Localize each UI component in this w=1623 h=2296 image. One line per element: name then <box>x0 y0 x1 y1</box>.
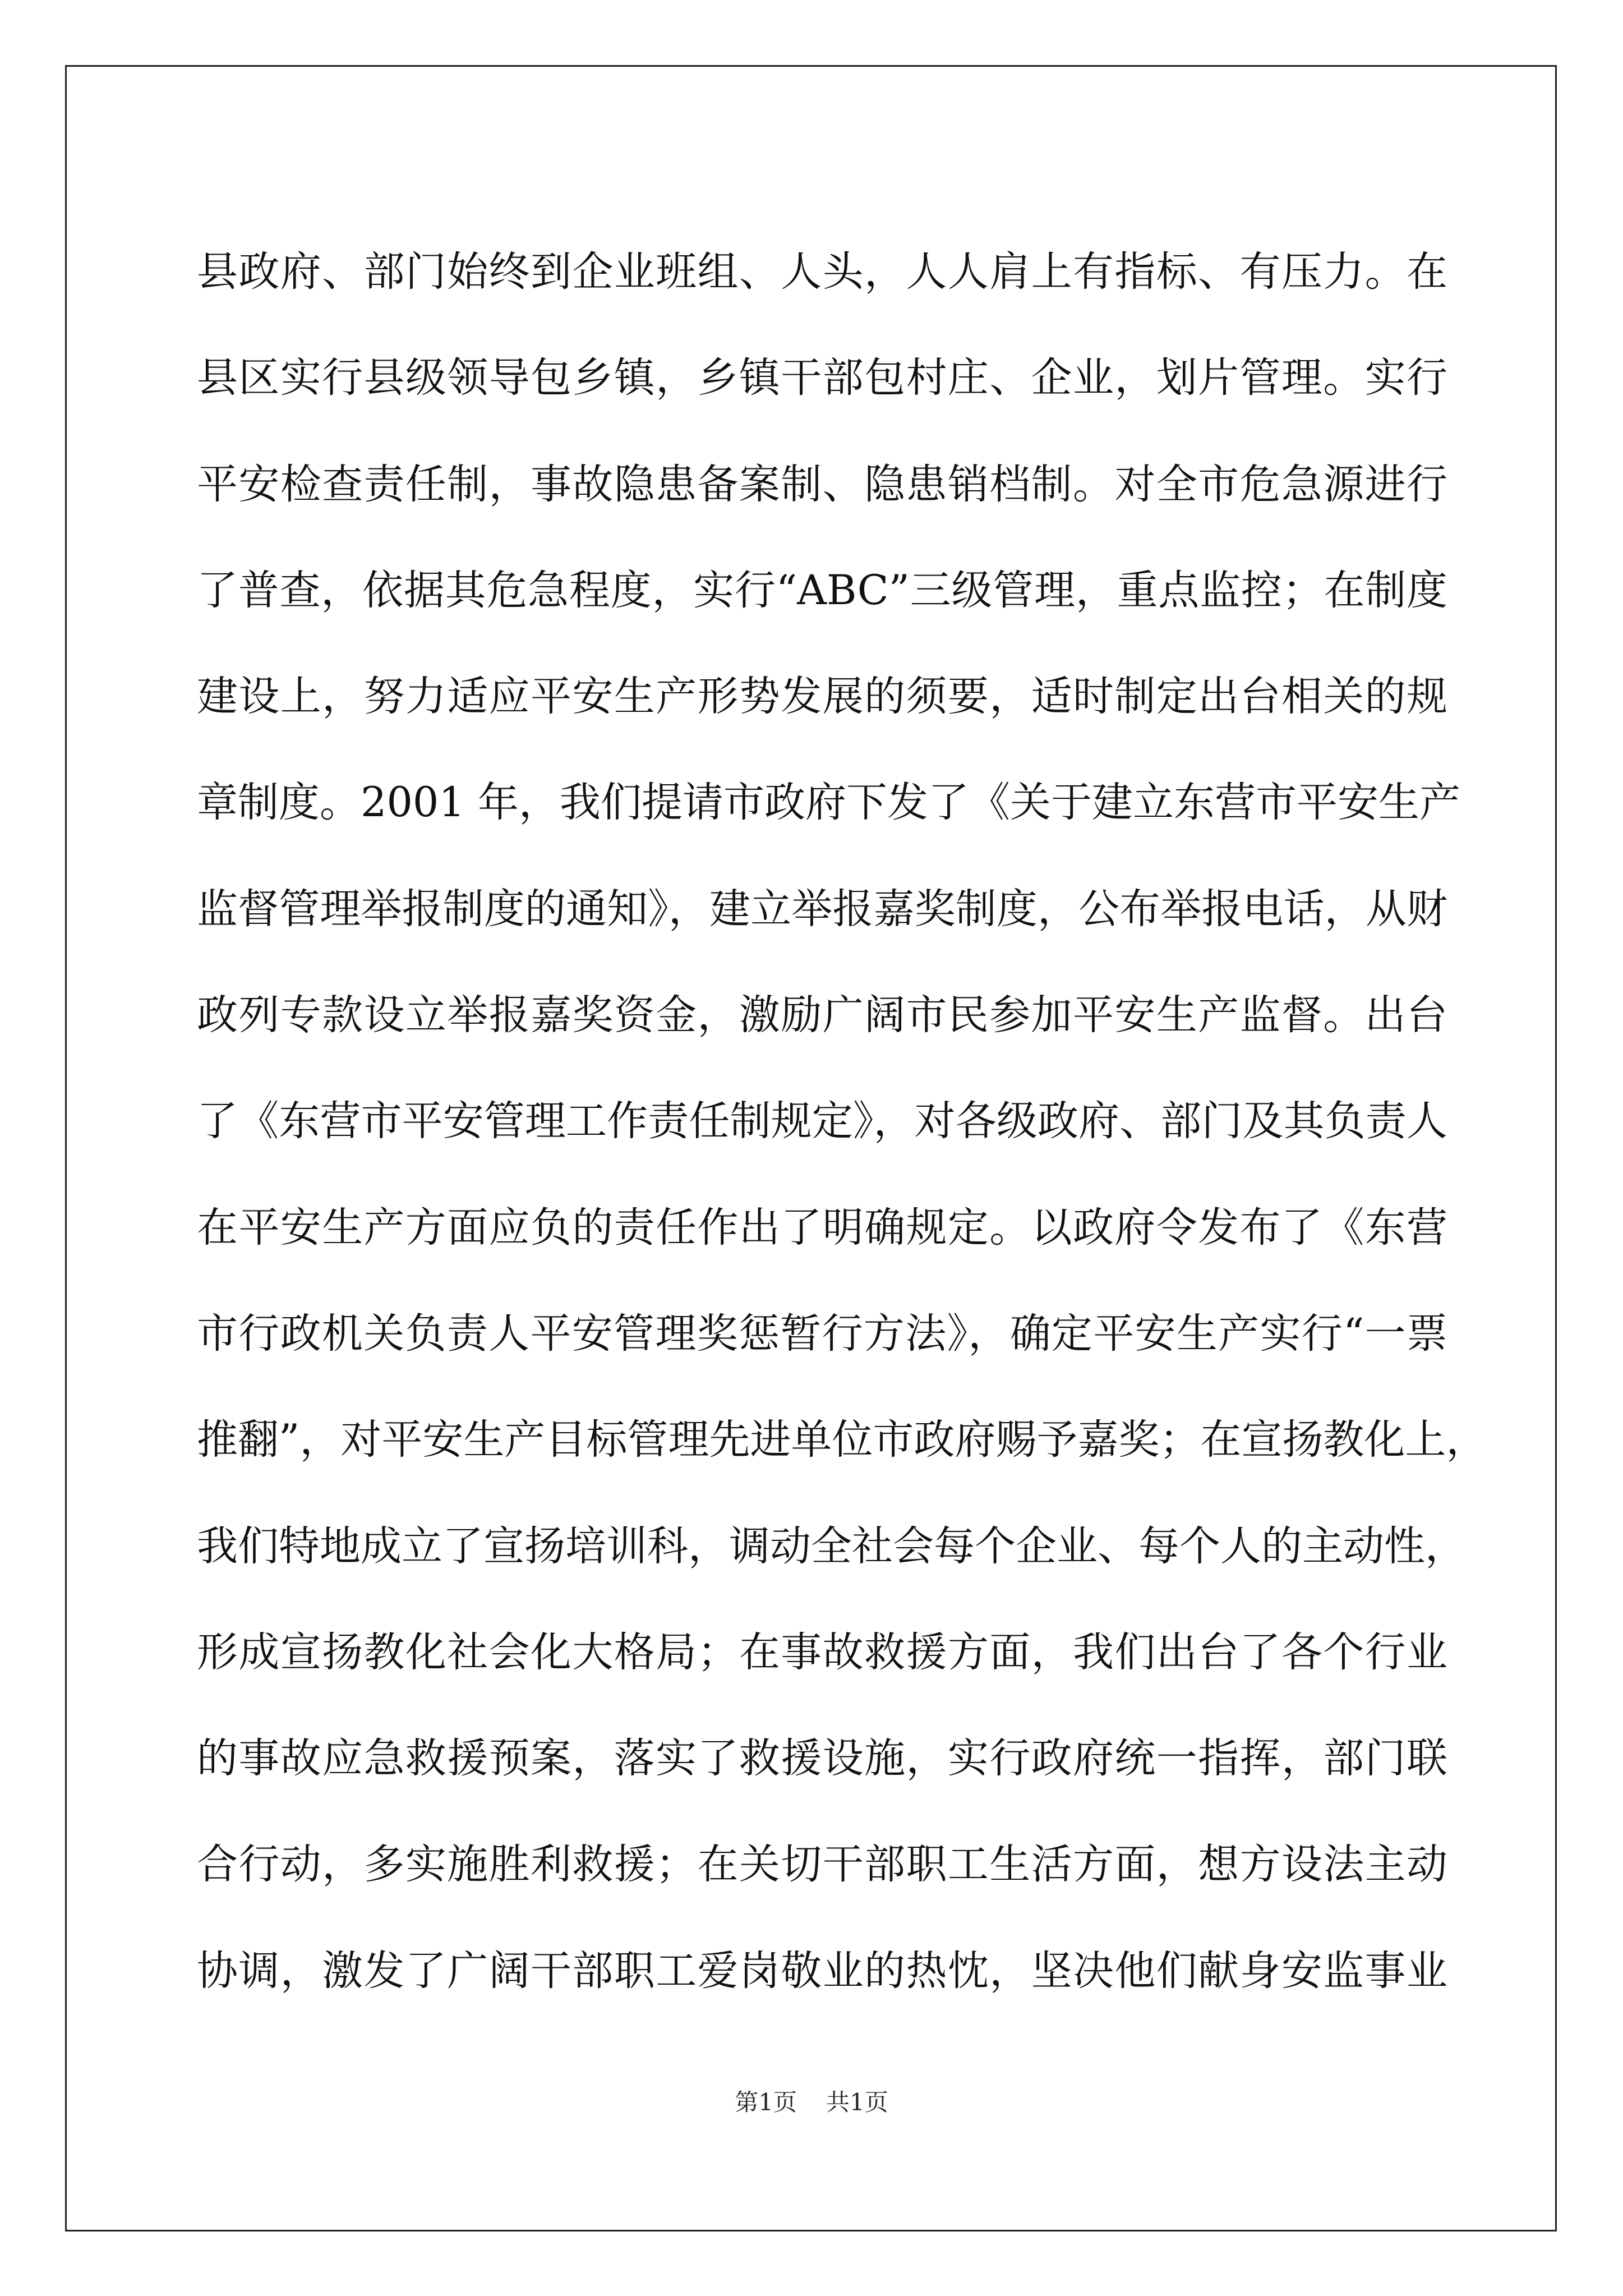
text-line: 县政府、部门始终到企业班组、人头，人人肩上有指标、有压力。在 <box>197 248 1447 296</box>
text-line: 合行动，多实施胜利救援；在关切干部职工生活方面，想方设法主动 <box>197 1841 1447 1889</box>
page-footer <box>0 2086 1623 2119</box>
text-line: 监督管理举报制度的通知》，建立举报嘉奖制度，公布举报电话，从财 <box>197 885 1447 933</box>
text-line: 政列专款设立举报嘉奖资金，激励广阔市民参加平安生产监督。出台 <box>197 991 1447 1039</box>
text-line: 章制度。2001 年，我们提请市政府下发了《关于建立东营市平安生产 <box>197 779 1460 827</box>
text-line: 的事故应急救援预案，落实了救援设施，实行政府统一指挥，部门联 <box>197 1734 1447 1783</box>
page-total: 共1页 <box>826 2088 888 2116</box>
text-line: 了《东营市平安管理工作责任制规定》，对各级政府、部门及其负责人 <box>197 1097 1447 1145</box>
text-line: 平安检查责任制，事故隐患备案制、隐患销档制。对全市危急源进行 <box>197 460 1447 508</box>
document-body <box>197 219 1487 2024</box>
text-line: 推翻”，对平安生产目标管理先进单位市政府赐予嘉奖；在宣扬教化上， <box>197 1416 1487 1464</box>
text-line: 在平安生产方面应负的责任作出了明确规定。以政府令发布了《东营 <box>197 1203 1447 1251</box>
text-line: 市行政机关负责人平安管理奖惩暂行方法》，确定平安生产实行“一票 <box>197 1309 1447 1358</box>
text-line: 了普查，依据其危急程度，实行“ABC”三级管理，重点监控；在制度 <box>197 566 1447 614</box>
page-number: 第1页 <box>735 2088 797 2116</box>
text-line: 县区实行县级领导包乡镇，乡镇干部包村庄、企业，划片管理。实行 <box>197 354 1447 402</box>
text-line: 建设上，努力适应平安生产形势发展的须要，适时制定出台相关的规 <box>197 673 1447 721</box>
text-line: 我们特地成立了宣扬培训科，调动全社会每个企业、每个人的主动性， <box>197 1522 1466 1570</box>
text-line: 形成宣扬教化社会化大格局；在事故救援方面，我们出台了各个行业 <box>197 1628 1447 1676</box>
text-line: 协调，激发了广阔干部职工爱岗敬业的热忱，坚决他们献身安监事业 <box>197 1947 1447 1995</box>
